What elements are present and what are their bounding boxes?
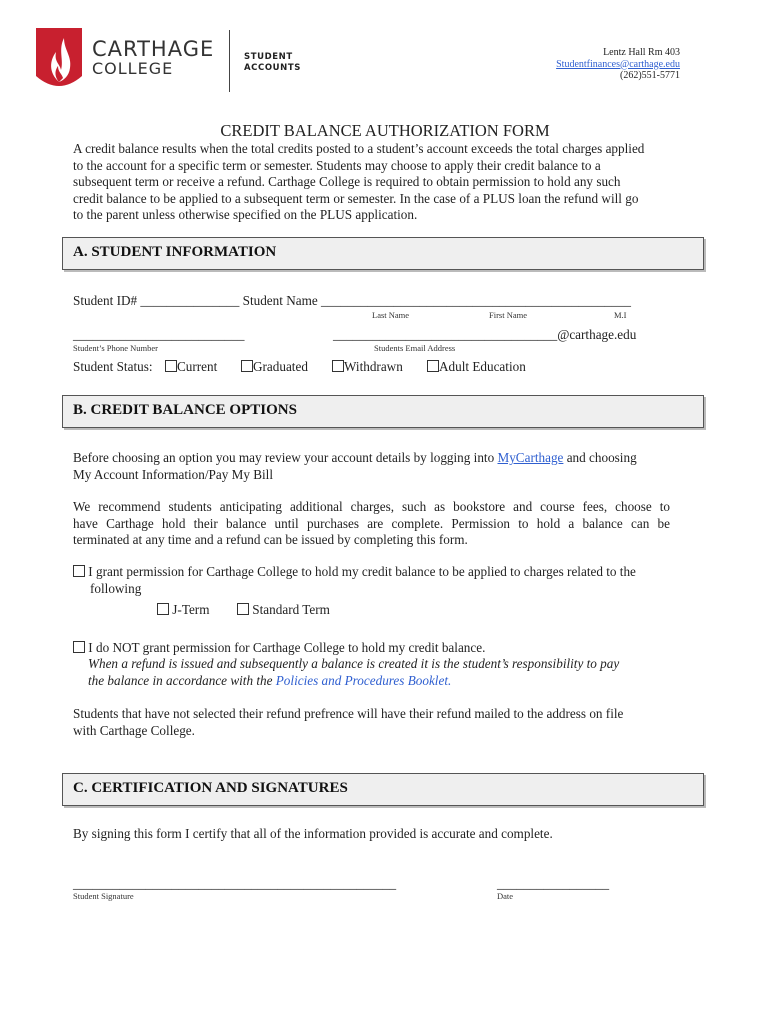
contact-phone: (262)551-5771 bbox=[620, 70, 680, 81]
status-option-current[interactable] bbox=[165, 359, 217, 375]
term-option-label: J-Term bbox=[172, 602, 210, 617]
last-name-caption: Last Name bbox=[372, 310, 410, 320]
section-a-header bbox=[62, 237, 704, 270]
college-logo bbox=[34, 24, 84, 94]
term-option-jterm[interactable] bbox=[157, 602, 209, 618]
status-label: Student Status: bbox=[73, 359, 153, 374]
page-title: CREDIT BALANCE AUTHORIZATION FORM bbox=[220, 121, 550, 140]
review-line2: My Account Information/Pay My Bill bbox=[73, 466, 273, 482]
jterm-checkbox[interactable] bbox=[157, 603, 169, 615]
signature-field[interactable]: _________________________________________________ bbox=[73, 876, 397, 891]
status-option-withdrawn[interactable] bbox=[332, 359, 403, 375]
first-name-caption: First Name bbox=[489, 310, 528, 320]
recommend-paragraph bbox=[73, 499, 670, 549]
section-b-heading: B. CREDIT BALANCE OPTIONS bbox=[73, 402, 297, 418]
dept-line2: ACCOUNTS bbox=[244, 63, 302, 73]
recommend-line: We recommend students anticipating additional charges, such as bookstore and course fees, choose to bbox=[73, 499, 670, 514]
student-status-row bbox=[73, 359, 153, 375]
status-option-graduated[interactable] bbox=[241, 359, 308, 375]
email-field[interactable]: __________________________________ bbox=[333, 327, 558, 342]
college-name-line1: CARTHAGE bbox=[92, 37, 215, 61]
status-option-label: Graduated bbox=[253, 359, 308, 374]
review-text: Before choosing an option you may review your account details by logging into bbox=[73, 450, 495, 465]
deny-note-line1: When a refund is issued and subsequently a balance is created it is the student’s responsibility to pay bbox=[88, 656, 620, 671]
header-divider bbox=[229, 30, 230, 92]
intro-line: subsequent term or receive a refund. Carthage College is required to obtain permission to hold any such bbox=[73, 174, 621, 189]
signature-caption: Student Signature bbox=[73, 891, 134, 901]
intro-line: credit balance to be applied to a subsequent term or semester. In the case of a PLUS loan the refund will go bbox=[73, 190, 639, 206]
intro-line: to the parent unless otherwise specified on the PLUS application. bbox=[73, 207, 418, 222]
section-b-header bbox=[62, 395, 704, 428]
grant-text: I grant permission for Carthage College to hold my credit balance to be applied to charges related to the bbox=[88, 564, 636, 579]
date-field[interactable]: _________________ bbox=[497, 876, 610, 891]
term-option-label: Standard Term bbox=[252, 602, 330, 617]
refund-preference-note bbox=[73, 706, 623, 739]
contact-email-link[interactable]: Studentfinances@carthage.edu bbox=[556, 58, 680, 70]
phone-caption: Student’s Phone Number bbox=[73, 343, 158, 353]
recommend-line: have Carthage hold their balance until purchases are complete. Permission to hold a balance can be bbox=[73, 515, 670, 531]
department-name bbox=[244, 52, 301, 74]
email-domain: @carthage.edu bbox=[557, 327, 637, 342]
current-checkbox[interactable] bbox=[165, 360, 177, 372]
mi-caption: M.I bbox=[614, 310, 627, 320]
contact-room: Lentz Hall Rm 403 bbox=[603, 47, 680, 58]
student-id-label: Student ID# bbox=[73, 293, 138, 308]
dept-line1: STUDENT bbox=[244, 52, 293, 62]
mycarthage-link[interactable]: MyCarthage bbox=[497, 450, 564, 465]
college-name-line2: COLLEGE bbox=[92, 59, 174, 78]
refund-note-line1: Students that have not selected their refund prefrence will have their refund mailed to the address on file bbox=[73, 706, 624, 721]
intro-paragraph bbox=[73, 141, 644, 224]
refund-note-line2: with Carthage College. bbox=[73, 722, 195, 738]
intro-line: to the account for a specific term or semester. Students may choose to apply their credit balance to a bbox=[73, 157, 601, 173]
grant-text-line2: following bbox=[90, 580, 142, 596]
college-wordmark bbox=[92, 38, 214, 78]
deny-option[interactable] bbox=[73, 640, 485, 657]
deny-text: I do NOT grant permission for Carthage College to hold my credit balance. bbox=[88, 640, 486, 655]
flame-shield-icon bbox=[34, 24, 84, 94]
date-caption: Date bbox=[497, 891, 514, 901]
student-id-field[interactable]: _______________ bbox=[140, 293, 240, 308]
recommend-line: terminated at any time and a refund can be issued by completing this form. bbox=[73, 532, 468, 547]
intro-line: A credit balance results when the total credits posted to a student’s account exceeds the total charges applied bbox=[73, 141, 645, 156]
section-c-heading: C. CERTIFICATION AND SIGNATURES bbox=[73, 780, 348, 796]
grant-checkbox[interactable] bbox=[73, 565, 85, 577]
status-option-adult-education[interactable] bbox=[427, 359, 526, 375]
section-a-heading: A. STUDENT INFORMATION bbox=[73, 244, 277, 260]
email-caption: Students Email Address bbox=[374, 343, 456, 353]
deny-note bbox=[88, 656, 619, 689]
term-option-standard[interactable] bbox=[237, 602, 330, 618]
student-name-field[interactable]: _______________________________________________ bbox=[321, 293, 631, 308]
grant-option[interactable] bbox=[73, 564, 636, 597]
email-row bbox=[333, 327, 636, 343]
withdrawn-checkbox[interactable] bbox=[332, 360, 344, 372]
deny-checkbox[interactable] bbox=[73, 641, 85, 653]
graduated-checkbox[interactable] bbox=[241, 360, 253, 372]
student-name-label: Student Name bbox=[242, 293, 318, 308]
certify-text: By signing this form I certify that all of the information provided is accurate and complete. bbox=[73, 826, 553, 841]
deny-note-line2: the balance in accordance with the bbox=[88, 672, 273, 688]
adult-education-checkbox[interactable] bbox=[427, 360, 439, 372]
status-option-label: Adult Education bbox=[439, 359, 526, 374]
student-id-row bbox=[73, 293, 631, 309]
policies-booklet-link[interactable]: Policies and Procedures Booklet. bbox=[275, 672, 452, 688]
review-paragraph bbox=[73, 450, 637, 483]
section-c-header bbox=[62, 773, 704, 806]
standard-term-checkbox[interactable] bbox=[237, 603, 249, 615]
phone-field[interactable]: __________________________ bbox=[73, 327, 245, 342]
status-option-label: Current bbox=[177, 359, 218, 374]
review-text-post: and choosing bbox=[566, 450, 637, 465]
contact-info bbox=[556, 47, 680, 82]
status-option-label: Withdrawn bbox=[344, 359, 403, 374]
